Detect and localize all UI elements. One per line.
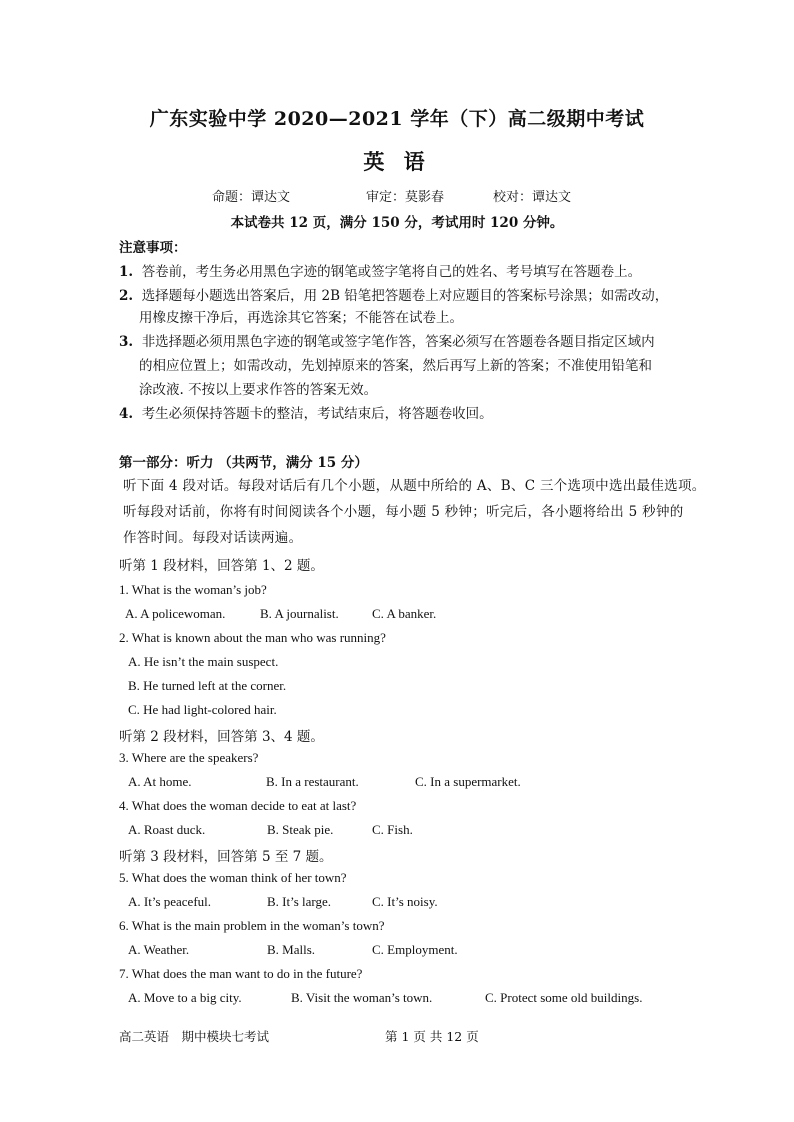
part-heading-1: 听第 1 段材料，回答第 1、2 题。 — [119, 558, 324, 574]
note-text: 选择题每小题选出答案后，用 2B 铅笔把答题卷上对应题目的答案标号涂黑；如需改动， — [141, 288, 669, 304]
subject-title: 英 语 — [363, 149, 431, 174]
note-number: 2. — [119, 288, 134, 304]
note-text-continued: 的相应位置上；如需改动，先划掉原来的答案，然后再写上新的答案；不准使用铅笔和 — [139, 358, 652, 374]
option-a: A. It’s peaceful. — [128, 894, 212, 909]
question-stem-1: 1. What is the woman’s job? — [119, 582, 267, 597]
question-stem-5: 5. What does the woman think of her town? — [119, 870, 347, 885]
option-b: B. A journalist. — [260, 606, 339, 621]
option-c: C. Fish. — [372, 822, 413, 837]
note-item-4 — [119, 402, 493, 422]
option-a: A. Roast duck. — [128, 822, 206, 837]
option-a: A. A policewoman. — [125, 606, 226, 621]
footer-exam-name: 高二英语 期中模块七考试 — [119, 1029, 270, 1044]
question-stem-2: 2. What is known about the man who was running? — [119, 630, 386, 645]
note-number: 1. — [119, 264, 134, 280]
note-text: 非选择题必须用黑色字迹的钢笔或签字笔作答，答案必须写在答题卷各题目指定区域内 — [141, 334, 655, 350]
note-item-2 — [119, 284, 668, 304]
exam-title: 广东实验中学 2020—2021 学年（下）高二级期中考试 — [149, 108, 645, 130]
footer-page-number: 第 1 页 共 12 页 — [385, 1029, 479, 1044]
notes-title: 注意事项： — [119, 240, 187, 256]
option-c: C. He had light-colored hair. — [128, 702, 277, 717]
option-a: A. Weather. — [128, 942, 190, 957]
option-b: B. It’s large. — [267, 894, 332, 909]
credit-author: 命题：谭达文 — [212, 190, 291, 205]
note-item-1 — [119, 260, 641, 280]
note-item-3 — [119, 330, 655, 350]
question-stem-4: 4. What does the woman decide to eat at last? — [119, 798, 357, 813]
option-a: A. Move to a big city. — [128, 990, 242, 1005]
note-text: 考生必须保持答题卡的整洁，考试结束后，将答题卷收回。 — [141, 406, 493, 422]
question-stem-7: 7. What does the man want to do in the future? — [119, 966, 363, 981]
note-text-continued: 涂改液. 不按以上要求作答的答案无效。 — [139, 382, 378, 398]
option-b: B. Malls. — [267, 942, 316, 957]
option-b: B. Steak pie. — [267, 822, 334, 837]
note-text: 答卷前，考生务必用黑色字迹的钢笔或签字笔将自己的姓名、考号填写在答题卷上。 — [141, 264, 642, 280]
option-b: B. He turned left at the corner. — [128, 678, 287, 693]
option-b: B. Visit the woman’s town. — [291, 990, 433, 1005]
option-c: C. It’s noisy. — [372, 894, 438, 909]
instruction-line: 作答时间。每段对话读两遍。 — [123, 530, 303, 546]
option-c: C. Employment. — [372, 942, 458, 957]
question-stem-6: 6. What is the main problem in the woman’s town? — [119, 918, 385, 933]
section-heading: 第一部分：听力 （共两节，满分 15 分） — [119, 455, 368, 471]
part-heading-2: 听第 2 段材料，回答第 3、4 题。 — [119, 729, 324, 745]
instruction-line: 听下面 4 段对话。每段对话后有几个小题，从题中所给的 A、B、C 三个选项中选出最佳选项。 — [123, 478, 706, 494]
option-c: C. A banker. — [372, 606, 437, 621]
note-number: 3. — [119, 334, 134, 350]
credit-proofreader: 校对：谭达文 — [493, 190, 572, 205]
option-b: B. In a restaurant. — [266, 774, 359, 789]
question-stem-3: 3. Where are the speakers? — [119, 750, 259, 765]
option-c: C. Protect some old buildings. — [485, 990, 643, 1005]
note-number: 4. — [119, 406, 134, 422]
note-text-continued: 用橡皮擦干净后，再选涂其它答案；不能答在试卷上。 — [139, 310, 463, 326]
part-heading-3: 听第 3 段材料，回答第 5 至 7 题。 — [119, 849, 333, 865]
option-a: A. At home. — [128, 774, 192, 789]
exam-info: 本试卷共 12 页，满分 150 分，考试用时 120 分钟。 — [230, 215, 564, 231]
instruction-line: 听每段对话前，你将有时间阅读各个小题，每小题 5 秒钟；听完后，各小题将给出 5 秒钟的 — [123, 504, 684, 520]
option-a: A. He isn’t the main suspect. — [128, 654, 279, 669]
credit-reviewer: 审定：莫影春 — [366, 190, 445, 205]
option-c: C. In a supermarket. — [415, 774, 521, 789]
